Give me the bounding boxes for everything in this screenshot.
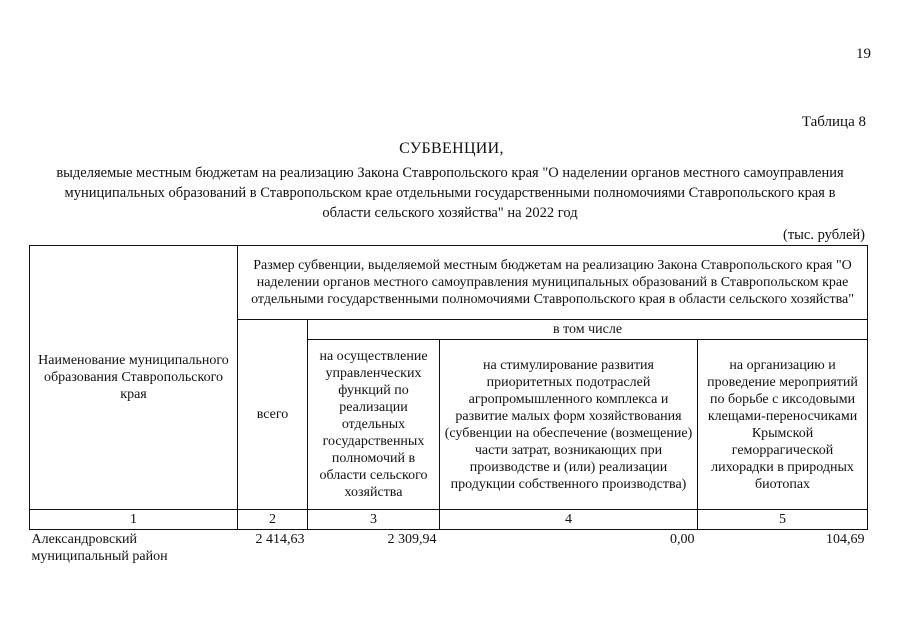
header-subsidy-group: Размер субвенции, выделяемой местным бюджетам на реализацию Закона Ставропольского края "О наделении органов местного самоуправления муниципальных образований в Ставропольском крае отдельными государственными полномочиями Ставропольского края в области сельского хозяйства" <box>238 246 868 320</box>
document-subtitle: выделяемые местным бюджетам на реализацию Закона Ставропольского края "О наделении органов местного самоуправления муниципальных образований в Ставропольском крае отдельными государственными полномочиями Ставропольского края в области сельского хозяйства" на 2022 год <box>56 165 844 221</box>
header-total: всего <box>238 320 308 510</box>
column-number: 3 <box>308 510 440 530</box>
units-label: (тыс. рублей) <box>783 227 865 243</box>
column-number: 5 <box>698 510 868 530</box>
page-number: 19 <box>856 46 871 62</box>
column-number: 2 <box>238 510 308 530</box>
row-total-value: 2 414,63 <box>255 532 305 547</box>
table-label: Таблица 8 <box>801 114 866 130</box>
header-municipality-name: Наименование муниципального образования Ставропольского края <box>30 246 238 510</box>
row-agro-value: 0,00 <box>670 532 695 547</box>
subsidy-table <box>29 245 868 566</box>
column-number: 4 <box>440 510 698 530</box>
row-tick-value: 104,69 <box>826 532 865 547</box>
column-numbers-row <box>30 510 868 530</box>
header-tick-control: на организацию и проведение мероприятий по борьбе с иксодовыми клещами-переносчиками Крымской геморрагической лихорадки в природных биотопах <box>698 340 868 510</box>
header-including: в том числе <box>308 320 868 340</box>
table-row <box>30 530 868 567</box>
row-municipality-name: Александровский муниципальный район <box>31 532 168 564</box>
document-title: СУБВЕНЦИИ, <box>399 140 504 157</box>
header-management-functions: на осуществление управленческих функций по реализации отдельных государственных полномочий в области сельского хозяйства <box>308 340 440 510</box>
header-agro-stimulation: на стимулирование развития приоритетных подотраслей агропромышленного комплекса и развитие малых форм хозяйствования (субвенции на обеспечение (возмещение) части затрат, возникающих при производстве и (или) реализации продукции собственного производства) <box>440 340 698 510</box>
column-number: 1 <box>30 510 238 530</box>
row-management-value: 2 309,94 <box>387 532 437 547</box>
